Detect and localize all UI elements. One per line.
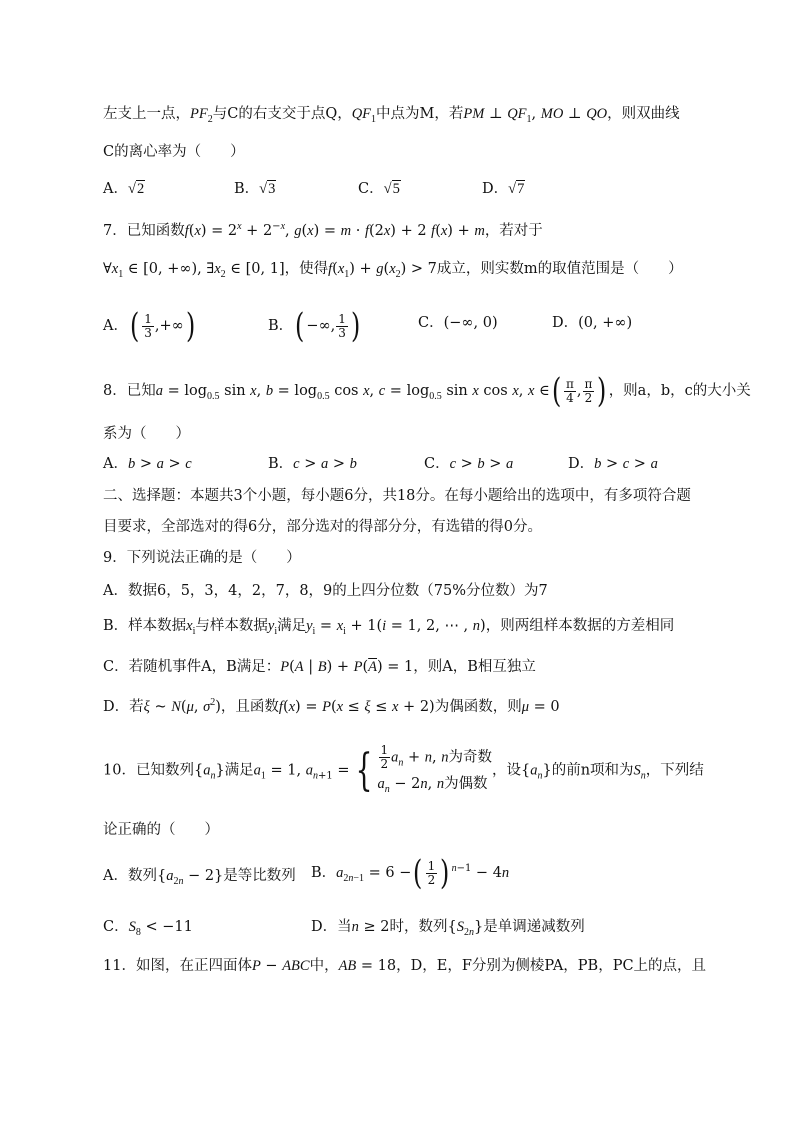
q7-stem: 7．已知函数$f(x) = 2^x + 2^{-x}$, g(x) = m · f(2x) + 2 f(x) + m，若对于 bbox=[103, 221, 543, 239]
q9-stem: 9．下列说法正确的是（ ） bbox=[103, 550, 301, 566]
sqrt-symbol: √3 bbox=[259, 181, 276, 197]
q10-option-a[interactable]: A．数列$\{a_{2n} - 2\}$是等比数列 bbox=[103, 868, 296, 887]
q8-option-b[interactable]: B．c > a > b bbox=[268, 456, 357, 472]
option-label: B． bbox=[268, 318, 294, 334]
q9-option-c[interactable]: C．若随机事件A，B满足：P(A | $B) + P(\overline{A}) = 1$，则A，B相互独立 bbox=[103, 659, 536, 675]
q7-text-a: 7．已知函数 bbox=[103, 223, 185, 239]
q8-text-a: 8．已知 bbox=[103, 383, 156, 399]
q6-text-d: ，则双曲线 bbox=[607, 106, 680, 122]
q10-text-a: 10．已知数列 bbox=[103, 762, 194, 779]
option-text-b: 是等比数列 bbox=[223, 868, 296, 884]
q7-option-a[interactable]: A．( $\frac{1}{3}$ ,+∞) bbox=[103, 306, 196, 346]
q8-option-a[interactable]: A．b > a > c bbox=[103, 456, 192, 472]
q10-text-c: ，设 bbox=[491, 762, 521, 779]
q10-case1-condition: 为奇数 bbox=[448, 749, 492, 766]
option-text-c: 是单调递减数列 bbox=[483, 919, 585, 935]
q7-option-b[interactable]: B．( −∞, $\frac{1}{3}$ ) bbox=[268, 306, 361, 346]
option-label: C． bbox=[418, 315, 444, 331]
q10-option-b[interactable]: B．$a_{2n-1} = 6$ −( $\frac{1}{2}$ ) $^{n-1}$ − 4n bbox=[311, 853, 510, 893]
q6-option-b[interactable] bbox=[234, 179, 276, 199]
q10-option-d[interactable]: D．当n ≥ 2时，数列$\{S_{2n}\}$是单调递减数列 bbox=[311, 919, 585, 938]
q8-line2: 系为（ ） bbox=[103, 426, 190, 442]
q10-text-d: 的前n项和为 bbox=[551, 762, 634, 779]
sqrt-symbol: √5 bbox=[383, 181, 400, 197]
option-label: C． bbox=[424, 456, 450, 472]
sqrt-symbol: √2 bbox=[127, 181, 145, 197]
q7-line2: $\forall x_1$ ∈ [0, +∞), $\exists x_2$ ∈ [0, 1]，使得$f(x_1) + g(x_2) > 7$成立，则实数m的取值范围是（ ） bbox=[103, 261, 683, 280]
q7-text-b: ，若对于 bbox=[484, 223, 543, 239]
q7-option-d[interactable]: D．(0, +∞) bbox=[552, 315, 633, 331]
q9-d-text-c: 为偶函数，则 bbox=[434, 699, 522, 715]
q7-text-d: 成立，则实数m的取值范围是（ ） bbox=[436, 261, 683, 277]
option-value: 2 bbox=[136, 181, 145, 197]
q9-c-text-a: C．若随机事件A，B满足： bbox=[103, 659, 281, 675]
q10-stem: 10．已知数列$\{a_n\}$满足$a_1 = 1$, $a_{n+1}$ = { $\frac{1}{2}$ $a_n + n$, n为奇数 $a_n - 2n$, n为偶数 ，设$\{a_n\}$的前n项和为$S_n$，下列结 bbox=[103, 743, 704, 796]
option-text-a: D．当 bbox=[311, 919, 352, 935]
option-label: B． bbox=[268, 456, 294, 472]
option-label: D． bbox=[568, 456, 595, 472]
option-value: 5 bbox=[392, 181, 400, 197]
q6-option-d[interactable] bbox=[482, 179, 525, 199]
q6-line2: C的离心率为（ ） bbox=[103, 144, 245, 160]
q9-b-text-d: ，则两组样本数据的方差相同 bbox=[485, 618, 675, 634]
q10-option-c[interactable]: C．$S_8 < -11$ bbox=[103, 919, 193, 938]
q7-text-c: ，使得 bbox=[284, 261, 329, 277]
q6-option-a[interactable] bbox=[103, 179, 145, 199]
q10-line2: 论正确的（ ） bbox=[103, 822, 219, 838]
q8-stem: 8．已知$a = \log_{0.5} \sin x$, $b = \log_{0.5} \cos x$, $c = \log_{0.5} \sin x$ cos x, x ∈( $\frac{\pi}{4}$ , $\frac{\pi}{2}$ ) ，则a，b，c的大小关 bbox=[103, 371, 751, 411]
option-value: 3 bbox=[268, 181, 276, 197]
q9-c-text-b: ，则A，B相互独立 bbox=[413, 659, 536, 675]
option-label: C． bbox=[103, 919, 129, 935]
q8-option-d[interactable]: D．b > c > a bbox=[568, 456, 658, 472]
option-label: C． bbox=[358, 181, 384, 197]
q9-b-text-b: 与样本数据 bbox=[195, 618, 268, 634]
option-text-a: A．数列 bbox=[103, 868, 157, 884]
q9-d-text-a: D．若 bbox=[103, 699, 144, 715]
q11-text-a: 11．如图，在正四面体 bbox=[103, 958, 252, 974]
q6-text-a: 左支上一点， bbox=[103, 106, 190, 122]
q6-text-c: 中点为M，若 bbox=[376, 106, 464, 122]
option-label: A． bbox=[103, 181, 128, 197]
q9-d-text-b: ，且函数 bbox=[220, 699, 279, 715]
q6-line1: 左支上一点，$PF_2$与C的右支交于点Q，$QF_1$中点为M，若PM ⊥ $QF_1$, MO ⊥ QO，则双曲线 bbox=[103, 106, 680, 125]
sqrt-symbol: √7 bbox=[508, 181, 525, 197]
q7-option-c[interactable]: C．(−∞, 0) bbox=[418, 315, 498, 331]
option-label: A． bbox=[103, 318, 128, 334]
q9-option-d[interactable]: D．若ξ ~ N(μ, $\sigma^2$)，且函数f(x) = P(x ≤ ξ ≤ x + 2)为偶函数，则μ = 0 bbox=[103, 697, 560, 715]
section2-heading-line1: 二、选择题：本题共3个小题，每小题6分，共18分。在每小题给出的选项中，有多项符合题 bbox=[103, 488, 691, 504]
q6-option-c[interactable] bbox=[358, 179, 401, 199]
option-label: A． bbox=[103, 456, 128, 472]
q10-case2-condition: 为偶数 bbox=[444, 776, 488, 792]
q11-text-c: ，D，E，F分别为侧棱PA，PB，PC上的点，且 bbox=[396, 958, 707, 974]
q6-text-b: 与C的右支交于点Q， bbox=[212, 106, 352, 122]
option-label: D． bbox=[482, 181, 509, 197]
q8-text-b: ，则a，b，c的大小关 bbox=[608, 383, 751, 399]
q9-b-text-c: 满足 bbox=[277, 618, 307, 634]
option-value: 7 bbox=[517, 181, 525, 197]
section2-heading-line2: 目要求，全部选对的得6分，部分选对的得部分分，有选错的得0分。 bbox=[103, 519, 542, 535]
option-label: B． bbox=[311, 865, 337, 881]
q11-stem: 11．如图，在正四面体P − ABC中，AB = 18，D，E，F分别为侧棱PA，PB，PC上的点，且 bbox=[103, 958, 707, 974]
q10-text-e: ，下列结 bbox=[645, 762, 704, 779]
q9-option-b[interactable]: B．样本数据$x_i$与样本数据$y_i$满足$y_i = x_i + 1(i = 1$, 2, ⋯ , n)，则两组样本数据的方差相同 bbox=[103, 618, 675, 637]
q11-text-b: 中， bbox=[309, 958, 339, 974]
q9-option-a[interactable]: A．数据6，5，3，4，2，7，8，9的上四分位数（75%分位数）为7 bbox=[103, 583, 548, 599]
q10-text-b: 满足 bbox=[224, 762, 254, 779]
q9-b-text-a: B．样本数据 bbox=[103, 618, 187, 634]
option-label: D． bbox=[552, 315, 579, 331]
q8-option-c[interactable]: C．c > b > a bbox=[424, 456, 514, 472]
option-text-b: 时，数列 bbox=[389, 919, 448, 935]
option-label: B． bbox=[234, 181, 260, 197]
